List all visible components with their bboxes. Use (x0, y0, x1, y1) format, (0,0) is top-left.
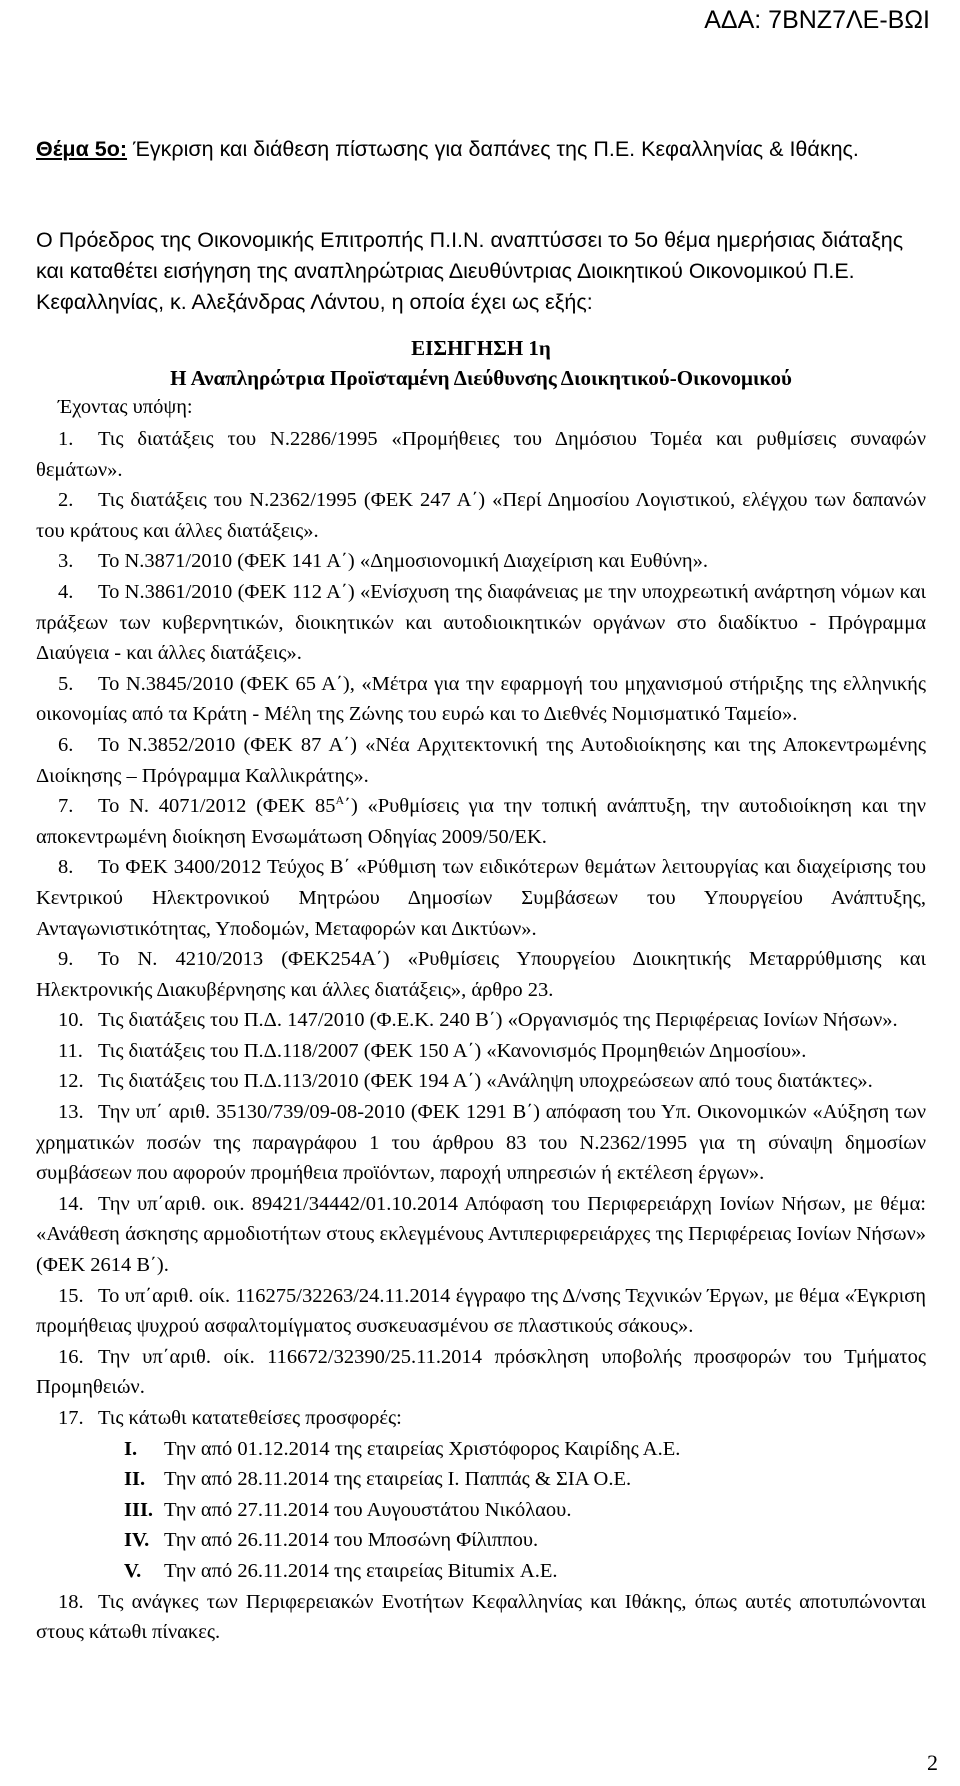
item-text: Το Ν.3871/2010 (ΦΕΚ 141 Α΄) «Δημοσιονομική Διαχείριση και Ευθύνη». (98, 550, 708, 573)
list-item (36, 669, 926, 730)
list-item (36, 1036, 926, 1067)
offer-item (124, 1556, 926, 1587)
offer-item (124, 1434, 926, 1465)
offer-number: I. (124, 1437, 138, 1460)
item-number: 8. (58, 856, 74, 879)
list-item (36, 944, 926, 1005)
list-item (36, 1403, 926, 1434)
item-number: 16. (58, 1345, 84, 1368)
offer-number: V. (124, 1559, 142, 1582)
list-item (36, 730, 926, 791)
item-number: 18. (58, 1590, 84, 1613)
item-text: Το Ν.3852/2010 (ΦΕΚ 87 Α΄) «Νέα Αρχιτεκτονική της Αυτοδιοίκησης και της Αποκεντρωμένης Διοίκησης – Πρόγραμμα Καλλικράτης». (36, 733, 926, 787)
item-text: Τις ανάγκες των Περιφερειακών Ενοτήτων Κεφαλληνίας και Ιθάκης, όπως αυτές αποτυπώνονται στους κάτωθι πίνακες. (36, 1590, 926, 1644)
item-text: Τις διατάξεις του Π.Δ. 147/2010 (Φ.Ε.Κ. 240 Β΄) «Οργανισμός της Περιφέρειας Ιονίων Νήσων». (98, 1009, 898, 1032)
offer-text: Την από 01.12.2014 της εταιρείας Χριστόφορος Καιρίδης Α.Ε. (164, 1437, 681, 1460)
offer-text: Την από 28.11.2014 της εταιρείας Ι. Παππάς & ΣΙΑ Ο.Ε. (164, 1468, 632, 1491)
item-number: 2. (58, 489, 74, 512)
list-item (36, 1189, 926, 1281)
item-number: 4. (58, 580, 74, 603)
item-text: Το Ν.3845/2010 (ΦΕΚ 65 Α΄), «Μέτρα για την εφαρμογή του μηχανισμού στήριξης της ελληνικής οικονομίας από τα Κράτη - Μέλη της Ζώνης του ευρώ και το Διεθνές Νομισματικό Ταμείο». (36, 672, 926, 726)
list-item (36, 1066, 926, 1097)
item-text: Τις διατάξεις του Ν.2286/1995 «Προμήθειες του Δημόσιου Τομέα και ρυθμίσεις συναφών θεμάτων». (36, 428, 926, 481)
list-item (36, 791, 926, 852)
considerations-list (36, 424, 926, 1648)
item-text: Την υπ΄ αριθ. 35130/739/09-08-2010 (ΦΕΚ 1291 Β΄) απόφαση του Υπ. Οικονομικών «Αύξηση των χρηματικών ποσών της παραγράφου 1 του άρθρου 83 του Ν.2362/1995 για τη σύναψη δημοσίων συμβάσεων που αφορούν προμήθεια προϊόντων, παροχή υπηρεσιών ή εκτέλεση έργων». (36, 1101, 926, 1185)
list-item (36, 1097, 926, 1189)
list-item (36, 852, 926, 944)
item-number: 12. (58, 1070, 84, 1093)
item-text: Τις διατάξεις του Ν.2362/1995 (ΦΕΚ 247 Α΄) «Περί Δημοσίου Λογιστικού, ελέγχου των δαπανών του κράτους και άλλες διατάξεις». (36, 489, 926, 542)
item-text: Το ΦΕΚ 3400/2012 Τεύχος Β΄ «Ρύθμιση των ειδικότερων θεμάτων λειτουργίας και διαχείρισης του Κεντρικού Ηλεκτρονικού Μητρώου Δημοσίων Συμβάσεων του Υπουργείου Ανάπτυξης, Ανταγωνιστικότητας, Υποδομών, Μεταφορών και Δικτύων». (36, 856, 926, 940)
offer-text: Την από 26.11.2014 του Μποσώνη Φίλιππου. (164, 1529, 539, 1552)
item-text: Τις διατάξεις του Π.Δ.118/2007 (ΦΕΚ 150 Α΄) «Κανονισμός Προμηθειών Δημοσίου». (98, 1039, 807, 1062)
item-number: 6. (58, 733, 74, 756)
item-number: 9. (58, 948, 74, 971)
list-item (36, 1005, 926, 1036)
item-number: 5. (58, 672, 74, 695)
offer-text: Την από 27.11.2014 του Αυγουστάτου Νικόλαου. (164, 1498, 572, 1521)
item-number: 13. (58, 1101, 84, 1124)
item-text: Το Ν. 4071/2012 (ΦΕΚ 85 (98, 795, 336, 818)
item-text: Το υπ΄αριθ. οίκ. 116275/32263/24.11.2014 έγγραφο της Δ/νσης Τεχνικών Έργων, με θέμα «Έγκριση προμήθειας ψυχρού ασφαλτομίγματος συσκευασμένου σε πλαστικούς σάκους». (36, 1284, 926, 1338)
list-item (36, 546, 926, 577)
list-item (36, 1281, 926, 1342)
item-text: Το Ν.3861/2010 (ΦΕΚ 112 Α΄) «Ενίσχυση της διαφάνειας με την υποχρεωτική ανάρτηση νόμων και πράξεων των κυβερνητικών, διοικητικών και αυτοδιοικητικών οργάνων στο διαδίκτυο - Πρόγραμμα Διαύγεια - και άλλες διατάξεις». (36, 580, 926, 665)
item-number: 11. (58, 1039, 83, 1062)
offer-number: II. (124, 1468, 146, 1491)
offer-text: Την από 26.11.2014 της εταιρείας Bitumix Α.Ε. (164, 1559, 558, 1582)
item-number: 10. (58, 1009, 84, 1032)
page-number: 2 (927, 1750, 938, 1775)
item-number: 7. (58, 795, 74, 818)
offer-item (124, 1495, 926, 1526)
item-number: 3. (58, 550, 74, 573)
item-text: Την υπ΄αριθ. οίκ. 116672/32390/25.11.2014 πρόσκληση υποβολής προσφορών του Τμήματος Προμηθειών. (36, 1345, 926, 1399)
intro-paragraph: Ο Πρόεδρος της Οικονομικής Επιτροπής Π.Ι.Ν. αναπτύσσει το 5ο θέμα ημερήσιας διάταξης και καταθέτει εισήγηση της αναπληρώτριας Διευθύντριας Διοικητικού Οικονομικού Π.Ε. Κεφαλληνίας, κ. Αλεξάνδρας Λάντου, η οποία έχει ως εξής: (36, 228, 904, 314)
item-text: Τις διατάξεις του Π.Δ.113/2010 (ΦΕΚ 194 Α΄) «Ανάληψη υποχρεώσεων από τους διατάκτες». (98, 1070, 873, 1093)
item-number: 17. (58, 1407, 84, 1429)
item-superscript: Α (335, 793, 345, 808)
topic-line (36, 134, 926, 165)
item-text: Την υπ΄αριθ. οικ. 89421/34442/01.10.2014 Απόφαση του Περιφερειάρχη Ιονίων Νήσων, με θέμα: «Ανάθεση άσκησης αρμοδιοτήτων στους εκλεγμένους Αντιπεριφερειάρχες της Περιφέρειας Ιονίων Νήσων» (ΦΕΚ 2614 Β΄). (36, 1192, 926, 1277)
offer-number: IV. (124, 1529, 150, 1552)
list-item (36, 1587, 926, 1648)
item-number: 15. (58, 1284, 84, 1307)
list-item (36, 485, 926, 546)
item-text: Το Ν. 4210/2013 (ΦΕΚ254Α΄) «Ρυθμίσεις Υπουργείου Διοικητικής Μεταρρύθμισης και Ηλεκτρονικής Διακυβέρνησης και άλλες διατάξεις», άρθρο 23. (36, 948, 926, 1001)
report-subtitle: Η Αναπληρώτρια Προϊσταμένη Διεύθυνσης Διοικητικού-Οικονομικού (170, 366, 792, 390)
having-in-mind: Έχοντας υπόψη: (58, 396, 193, 418)
report-title: ΕΙΣΗΓΗΣΗ 1η (411, 336, 551, 360)
item-number: 1. (58, 428, 74, 450)
ada-code: ΑΔΑ: 7ΒΝΖ7ΛΕ-ΒΩΙ (704, 6, 930, 34)
offer-number: III. (124, 1498, 154, 1521)
offers-list (36, 1434, 926, 1587)
topic-label: Θέμα 5ο: (36, 137, 128, 161)
offer-item (124, 1525, 926, 1556)
item-text-continued: ΄) «Ρυθμίσεις για την τοπική ανάπτυξη, την αυτοδιοίκηση και την αποκεντρωμένη διοίκηση Ενσωμάτωση Οδηγίας 2009/50/ΕΚ. (36, 795, 927, 848)
offer-item (124, 1464, 926, 1495)
list-item (36, 424, 926, 485)
item-number: 14. (58, 1192, 84, 1215)
topic-text: Έγκριση και διάθεση πίστωσης για δαπάνες της Π.Ε. Κεφαλληνίας & Ιθάκης. (127, 137, 859, 161)
list-item (36, 1342, 926, 1403)
item-text: Τις κάτωθι κατατεθείσες προσφορές: (98, 1407, 402, 1429)
list-item (36, 577, 926, 669)
